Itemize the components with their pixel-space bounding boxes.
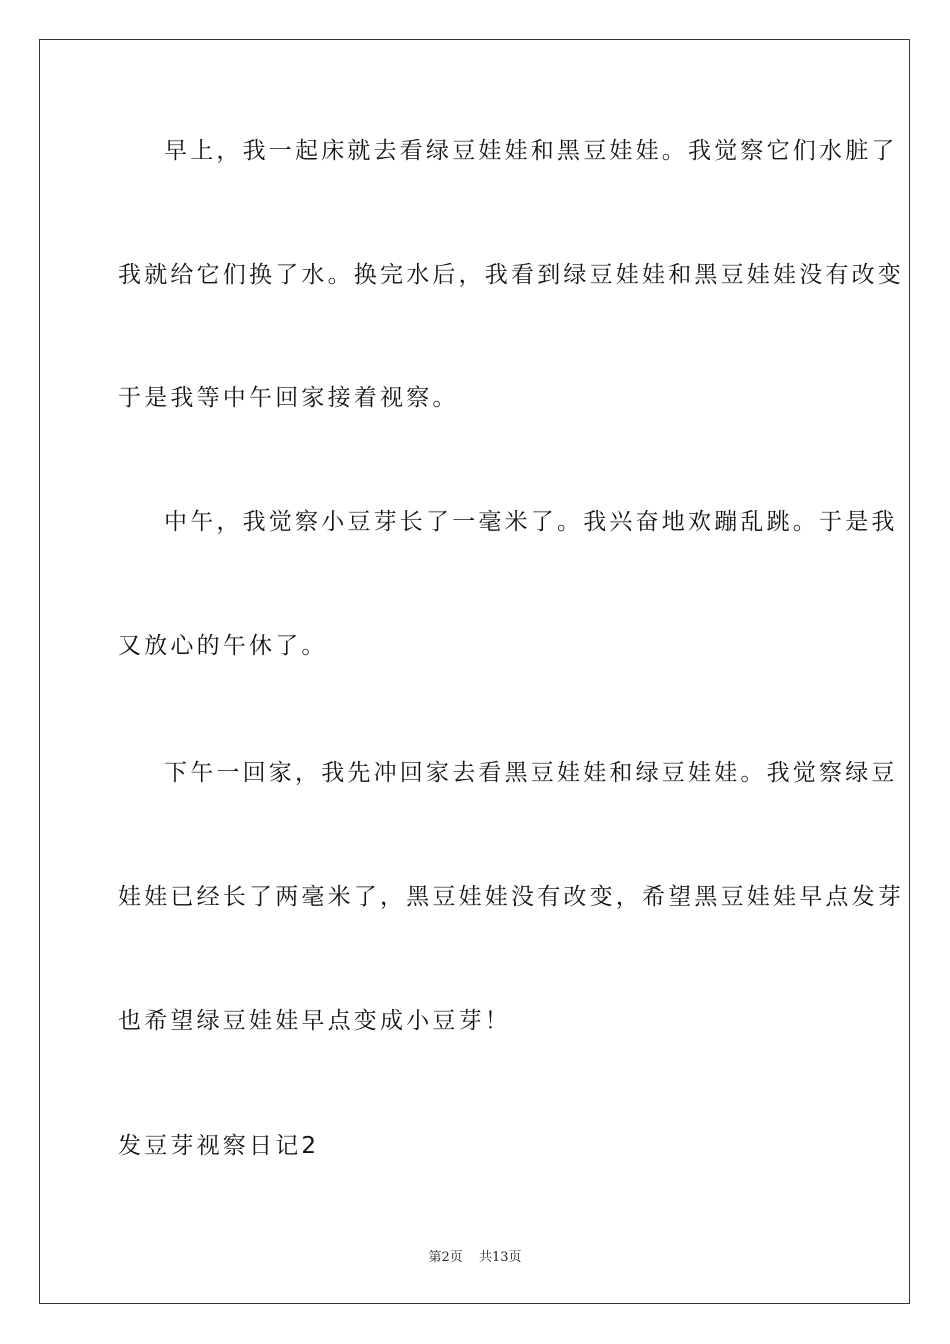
page-footer: [0, 1246, 950, 1265]
page-total: 共13页: [478, 1250, 522, 1265]
section-heading: 发豆芽视察日记2: [118, 1133, 320, 1159]
paragraph-2-line-2: 又放心的午休了。: [118, 633, 328, 659]
paragraph-2-line-1: 中午，我觉察小豆芽长了一毫米了。我兴奋地欢蹦乱跳。于是我: [164, 509, 898, 535]
paragraph-3-line-2: 娃娃已经长了两毫米了，黑豆娃娃没有改变，希望黑豆娃娃早点发芽: [118, 884, 904, 910]
paragraph-3-line-3: 也希望绿豆娃娃早点变成小豆芽！: [118, 1008, 511, 1034]
page-number: 第2页: [428, 1250, 463, 1265]
paragraph-1-line-1: 早上，我一起床就去看绿豆娃娃和黑豆娃娃。我觉察它们水脏了: [164, 138, 898, 164]
paragraph-1-line-2: 我就给它们换了水。换完水后，我看到绿豆娃娃和黑豆娃娃没有改变: [118, 262, 904, 288]
paragraph-3-line-1: 下午一回家，我先冲回家去看黑豆娃娃和绿豆娃娃。我觉察绿豆: [164, 760, 898, 786]
paragraph-1-line-3: 于是我等中午回家接着视察。: [118, 385, 459, 411]
page-border: [39, 39, 910, 1304]
